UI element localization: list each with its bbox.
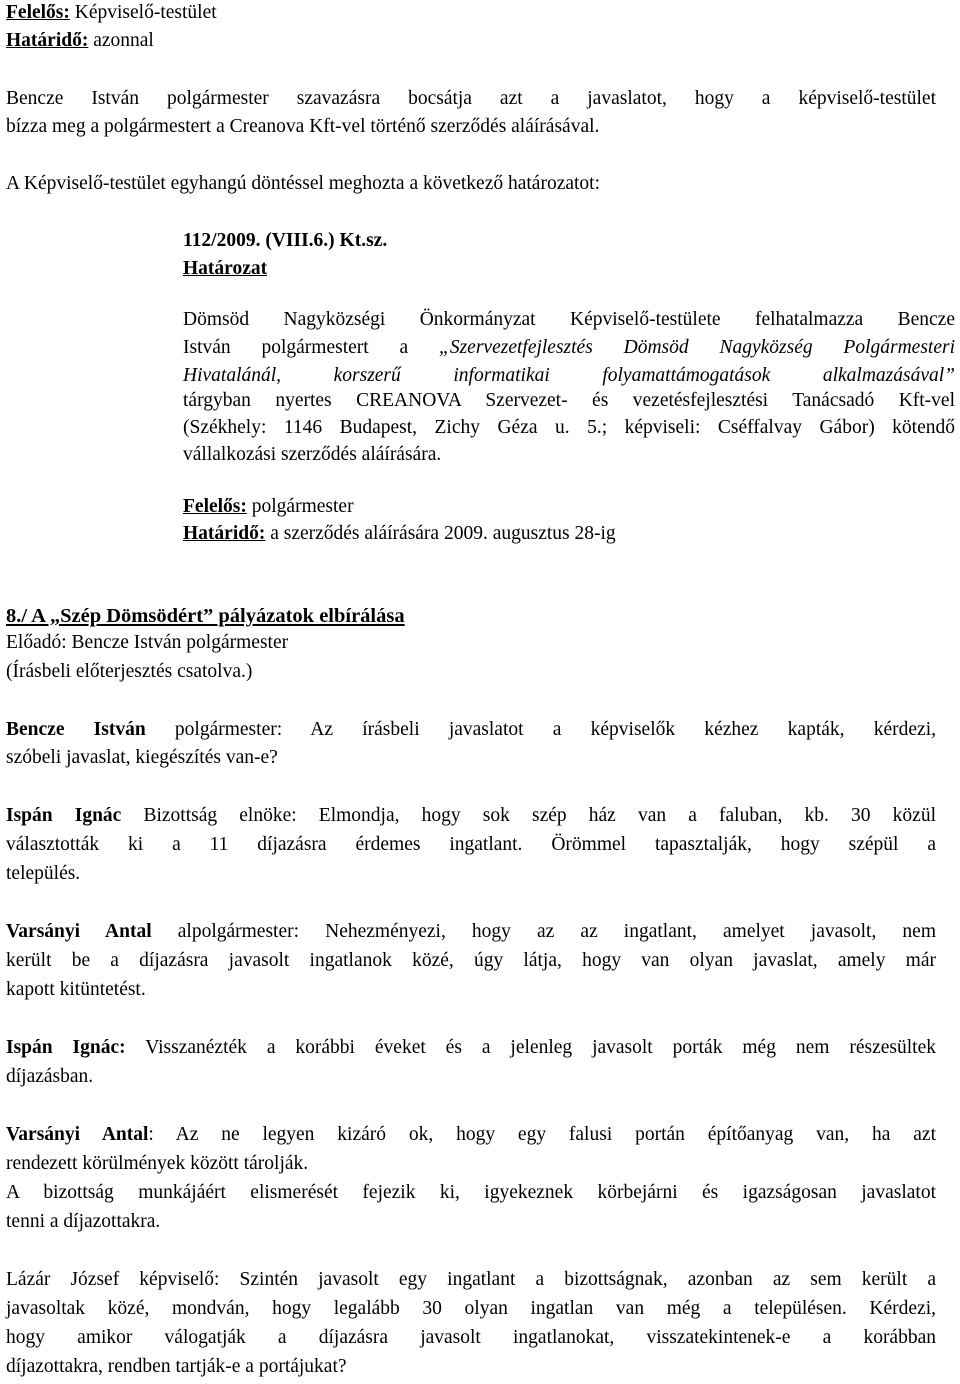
speaker-name: Varsányi Antal [6, 921, 152, 942]
section-eloado: Előadó: Bencze István polgármester [6, 632, 289, 653]
vote-line-2: bízza meg a polgármestert a Creanova Kft-vel történő szerződés aláírásával. [6, 116, 600, 137]
speech-line: Ispán Ignác: Visszanézték a korábbi éveket és a jelenleg javasolt porták még nem részesültek [6, 1037, 936, 1058]
resolution-hatarido-value: a szerződés aláírására 2009. augusztus 28-ig [265, 523, 616, 544]
resolution-line-2-a: István polgármestert a [183, 337, 439, 358]
section-note: (Írásbeli előterjesztés csatolva.) [6, 661, 253, 682]
felelos-value: Képviselő-testület [69, 2, 217, 23]
speech-line: hogy amikor válogatják a díjazásra javasolt ingatlanokat, visszatekintenek-e a korábban [6, 1327, 936, 1348]
speech-line: település. [6, 863, 81, 884]
speech-line: kapott kitüntetést. [6, 979, 146, 1000]
speech-line: Varsányi Antal: Az ne legyen kizáró ok, hogy egy falusi portán építőanyag van, ha azt [6, 1124, 937, 1145]
resolution-hatarido [183, 524, 616, 544]
speech-line: került be a díjazásra javasolt ingatlanok közé, úgy látja, hogy van olyan javaslat, amely már [6, 950, 936, 971]
speech-line: A bizottság munkájáért elismerését fejezik ki, igyekeznek körbejárni és igazságosan javaslatot [6, 1182, 936, 1203]
speaker-name: Varsányi Antal [6, 1124, 149, 1145]
speaker-name: Bencze István [6, 719, 146, 740]
speech-line: díjazásban. [6, 1066, 94, 1087]
speech-line: javasoltak közé, mondván, hogy legalább 30 olyan ingatlan van még a településen. Kérdezi, [6, 1298, 936, 1319]
hatarido-line [6, 31, 154, 51]
resolution-felelos [183, 497, 354, 517]
hatarido-label: Határidő: [6, 30, 89, 51]
speaker-name: Ispán Ignác [6, 805, 122, 826]
speech-line: szóbeli javaslat, kiegészítés van-e? [6, 747, 278, 768]
section-title: 8./ A „Szép Dömsödért” pályázatok elbírálása [6, 605, 405, 627]
resolution-line-2-b: „Szervezetfejlesztés Dömsöd Nagyközség Polgármesteri [439, 337, 955, 358]
vote-line-3: A Képviselő-testület egyhangú döntéssel meghozta a következő határozatot: [6, 173, 601, 194]
speech-line: rendezett körülmények között tárolják. [6, 1153, 309, 1174]
speech-line: díjazottakra, rendben tartják-e a portájukat? [6, 1356, 347, 1377]
resolution-line-6: vállalkozási szerződés aláírására. [183, 444, 442, 465]
resolution-felelos-value: polgármester [246, 496, 354, 517]
resolution-line-2 [183, 338, 955, 358]
hatarido-value: azonnal [88, 30, 154, 51]
felelos-label: Felelős: [6, 2, 70, 23]
resolution-line-3: Hivatalánál, korszerű informatikai folyamattámogatások alkalmazásával” [183, 365, 955, 386]
speech-line: Lázár József képviselő: Szintén javasolt egy ingatlant a bizottságnak, azonban az sem került a [6, 1269, 936, 1290]
felelos-line [6, 3, 217, 23]
resolution-line-4: tárgyban nyertes CREANOVA Szervezet- és vezetésfejlesztési Tanácsadó Kft-vel [183, 390, 955, 411]
vote-line-1: Bencze István polgármester szavazásra bocsátja azt a javaslatot, hogy a képviselő-testület [6, 88, 936, 109]
resolution-line-1: Dömsöd Nagyközségi Önkormányzat Képviselő-testülete felhatalmazza Bencze [183, 309, 955, 330]
speech-line: Ispán Ignác Bizottság elnöke: Elmondja, hogy sok szép ház van a faluban, kb. 30 közül [6, 805, 936, 826]
speech-line: választották ki a 11 díjazásra érdemes ingatlant. Örömmel tapasztalják, hogy szépül a [6, 834, 936, 855]
resolution-heading: Határozat [183, 258, 268, 279]
speaker-name: Ispán Ignác: [6, 1037, 126, 1058]
resolution-hatarido-label: Határidő: [183, 523, 266, 544]
resolution-number: 112/2009. (VIII.6.) Kt.sz. [183, 230, 388, 251]
speech-line: tenni a díjazottakra. [6, 1211, 161, 1232]
resolution-line-5: (Székhely: 1146 Budapest, Zichy Géza u. 5.; képviseli: Cséffalvay Gábor) kötendő [183, 417, 955, 438]
speech-line: Varsányi Antal alpolgármester: Nehezményezi, hogy az az ingatlant, amelyet javasolt, nem [6, 921, 936, 942]
resolution-felelos-label: Felelős: [183, 496, 247, 517]
speech-line: Bencze István polgármester: Az írásbeli javaslatot a képviselők kézhez kapták, kérdezi, [6, 719, 936, 740]
